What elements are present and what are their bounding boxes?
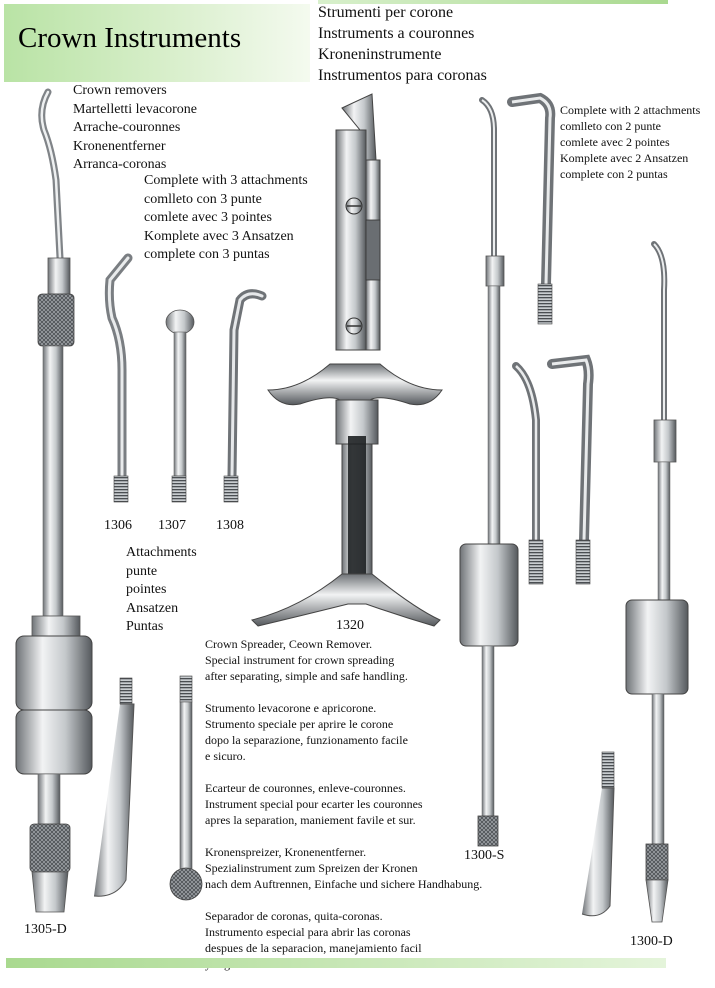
translation-fr: Instruments a couronnes xyxy=(318,25,475,42)
name-es: Arranca-coronas xyxy=(73,157,167,172)
desc-line: Spezialinstrument zum Spreizen der Kronen xyxy=(205,861,418,875)
desc-fr xyxy=(205,780,505,828)
desc-line: nach dem Auftrennen, Einfache und sichere Handhabung. xyxy=(205,877,483,891)
attachment-1307 xyxy=(166,310,194,502)
attachments-label xyxy=(126,544,197,637)
attachment-right-1 xyxy=(512,98,552,324)
complete2-de: Komplete avec 2 Ansatzen xyxy=(560,151,689,165)
desc-line: Strumento levacorone e apricorone. xyxy=(205,701,377,715)
attachment-bottom-right xyxy=(170,676,202,900)
desc-line: apres la separation, maniement favile et sur. xyxy=(205,813,416,827)
complete2-fr: comlete avec 2 pointes xyxy=(560,135,670,149)
name-it: Martelletti levacorone xyxy=(73,101,197,117)
complete3-en: Complete with 3 attachments xyxy=(144,173,308,188)
attachment-right-2 xyxy=(516,366,543,584)
attachment-1308 xyxy=(224,294,262,502)
desc-en xyxy=(205,636,505,684)
desc-line: e sicuro. xyxy=(205,749,246,763)
code-1308: 1308 xyxy=(216,518,244,533)
translation-de: Kroneninstrumente xyxy=(318,46,442,63)
desc-it xyxy=(205,700,505,764)
desc-line: Crown Spreader, Ceown Remover. xyxy=(205,637,373,651)
desc-line: Instrument special pour ecarter les couronnes xyxy=(205,797,423,811)
desc-line: despues de la separacion, manejamiento facil xyxy=(205,941,422,955)
translation-it: Strumenti per corone xyxy=(318,4,454,21)
complete-2-attachments xyxy=(560,102,700,182)
desc-line: Ecarteur de couronnes, enleve-couronnes. xyxy=(205,781,406,795)
complete3-it: comlleto con 3 punte xyxy=(144,191,262,207)
code-1306: 1306 xyxy=(104,518,132,533)
desc-de xyxy=(205,844,505,892)
attachments-en: Attachments xyxy=(126,545,197,560)
name-fr: Arrache-couronnes xyxy=(73,120,181,135)
attachment-1306 xyxy=(109,258,128,502)
complete2-en: Complete with 2 attachments xyxy=(560,103,701,117)
complete2-es: complete con 2 puntas xyxy=(560,167,668,181)
complete3-de: Komplete avec 3 Ansatzen xyxy=(144,228,294,244)
instrument-1300d xyxy=(626,244,688,922)
crown-remover-1305d xyxy=(16,92,92,912)
bottom-accent-bar xyxy=(6,958,666,968)
desc-line: Instrumento especial para abrir las coronas xyxy=(205,925,411,939)
code-1300d: 1300-D xyxy=(630,934,673,949)
code-1305d: 1305-D xyxy=(24,922,67,937)
desc-line: Kronenspreizer, Kronenentferner. xyxy=(205,845,367,859)
desc-line: after separating, simple and safe handling. xyxy=(205,669,408,683)
name-de: Kronenentferner xyxy=(73,138,166,154)
complete3-fr: comlete avec 3 pointes xyxy=(144,210,272,225)
complete2-it: comlleto con 2 punte xyxy=(560,119,661,133)
code-1320: 1320 xyxy=(336,618,364,633)
attachments-es: Puntas xyxy=(126,619,164,634)
name-en: Crown removers xyxy=(73,83,167,98)
complete-3-attachments xyxy=(144,172,308,265)
attachments-fr: pointes xyxy=(126,582,167,597)
code-1300s: 1300-S xyxy=(464,848,505,863)
attachment-bottom-hook xyxy=(582,752,614,916)
desc-line: Strumento speciale per aprire le corone xyxy=(205,717,394,731)
attachment-right-3 xyxy=(552,360,590,584)
translation-es: Instrumentos para coronas xyxy=(318,67,487,84)
desc-line: Special instrument for crown spreading xyxy=(205,653,395,667)
desc-line: Separador de coronas, quita-coronas. xyxy=(205,909,383,923)
attachments-it: punte xyxy=(126,563,158,579)
attachments-de: Ansatzen xyxy=(126,600,179,616)
code-1307: 1307 xyxy=(158,518,186,533)
crown-removers-names xyxy=(73,82,197,175)
complete3-es: complete con 3 puntas xyxy=(144,247,270,262)
spreader-description xyxy=(205,636,505,988)
desc-line: dopo la separazione, funzionamento facile xyxy=(205,733,408,747)
page-title: Crown Instruments xyxy=(18,22,242,54)
attachment-bottom-left xyxy=(94,678,134,896)
